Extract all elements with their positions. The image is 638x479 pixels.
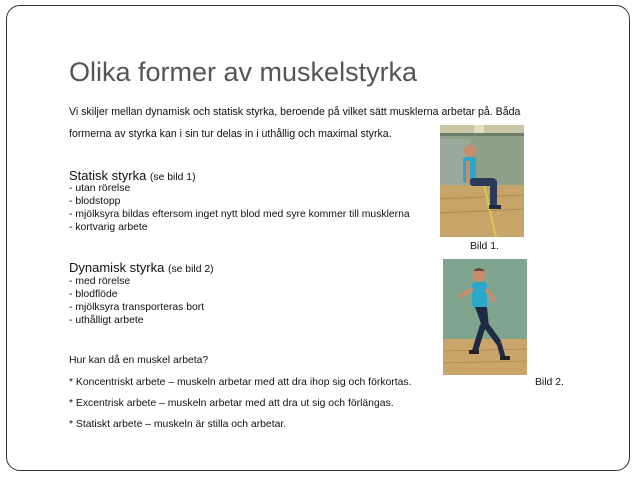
work-item: * Koncentriskt arbete – muskeln arbetar med att dra ihop sig och förkortas. (69, 377, 412, 388)
dynamic-heading (69, 260, 214, 275)
static-item: - kortvarig arbete (69, 222, 148, 233)
image1-caption: Bild 1. (470, 241, 499, 252)
static-heading-text: Statisk styrka (69, 168, 147, 183)
question-text: Hur kan då en muskel arbeta? (69, 355, 209, 366)
dynamic-item: - uthålligt arbete (69, 315, 144, 326)
static-heading-note: (se bild 1) (149, 172, 196, 183)
image2-caption: Bild 2. (535, 377, 564, 388)
dynamic-heading-text: Dynamisk styrka (69, 260, 165, 275)
lunge-illustration (443, 259, 527, 375)
static-item: - mjölksyra bildas eftersom inget nytt blod med syre kommer till musklerna (69, 209, 410, 220)
slide-title: Olika former av muskelstyrka (69, 57, 418, 87)
intro-line-1: Vi skiljer mellan dynamisk och statisk styrka, beroende på vilket sätt musklerna arbetar på. Båda (69, 106, 521, 118)
static-item: - blodstopp (69, 196, 121, 207)
wall-sit-photo (440, 125, 524, 237)
lunge-photo (443, 259, 527, 375)
wall-sit-illustration (440, 125, 524, 237)
dynamic-item: - med rörelse (69, 276, 131, 287)
static-item: - utan rörelse (69, 183, 131, 194)
dynamic-heading-note: (se bild 2) (167, 264, 214, 275)
work-item: * Excentrisk arbete – muskeln arbetar med att dra ut sig och förlängas. (69, 398, 394, 409)
static-heading (69, 168, 196, 183)
work-item: * Statiskt arbete – muskeln är stilla och arbetar. (69, 419, 287, 430)
dynamic-item: - blodflöde (69, 289, 118, 300)
dynamic-item: - mjölksyra transporteras bort (69, 302, 205, 313)
intro-line-2: formerna av styrka kan i sin tur delas in i uthållig och maximal styrka. (69, 128, 392, 140)
